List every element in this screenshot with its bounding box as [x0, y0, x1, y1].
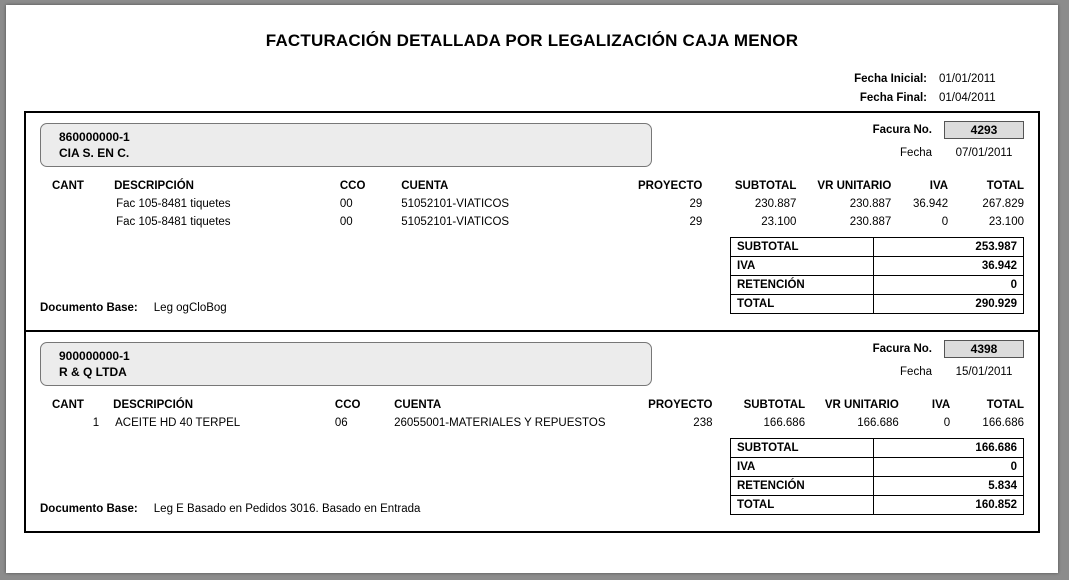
- col-descripcion: DESCRIPCIÓN: [114, 180, 194, 192]
- totals-value-retencion: 5.834: [874, 477, 1024, 496]
- col-total: TOTAL: [986, 399, 1024, 411]
- cell-cco: 06: [334, 417, 348, 429]
- totals-label-total: TOTAL: [731, 496, 874, 515]
- totals-row-iva: [731, 458, 1024, 477]
- factura-no-row: [694, 121, 1024, 139]
- table-row: [26, 414, 1038, 432]
- party-box: [40, 123, 652, 167]
- documento-base-label: Documento Base:: [40, 302, 138, 314]
- totals-row-total: [731, 295, 1024, 314]
- col-proyecto: PROYECTO: [648, 399, 713, 411]
- col-cco: CCO: [334, 399, 361, 411]
- totals-value-iva: 0: [874, 458, 1024, 477]
- table-header-row: [26, 396, 1038, 414]
- documento-base-value: Leg E Basado en Pedidos 3016. Basado en Entrada: [153, 503, 421, 515]
- col-total: TOTAL: [986, 180, 1024, 192]
- totals-label-iva: IVA: [731, 257, 874, 276]
- cell-cuenta: 51052101-VIATICOS: [401, 216, 510, 228]
- cell-proyecto: 238: [693, 417, 713, 429]
- cell-subtotal: 230.887: [754, 198, 797, 210]
- line-items-table: [26, 177, 1038, 231]
- totals-row-iva: [731, 257, 1024, 276]
- totals-row-retencion: [731, 477, 1024, 496]
- factura-no-value: 4398: [944, 340, 1024, 358]
- totals-table: [730, 438, 1024, 515]
- party-name: R & Q LTDA: [59, 365, 127, 379]
- factura-no-row: [694, 340, 1024, 358]
- totals-table: [730, 237, 1024, 314]
- col-iva: IVA: [931, 399, 951, 411]
- cell-vr-unitario: 230.887: [849, 198, 892, 210]
- totals-label-subtotal: SUBTOTAL: [731, 439, 874, 458]
- col-proyecto: PROYECTO: [637, 180, 703, 192]
- factura-no-value: 4293: [944, 121, 1024, 139]
- cell-subtotal: 166.686: [763, 417, 806, 429]
- fecha-final-value: 01/04/2011: [939, 92, 996, 104]
- document-page: [6, 5, 1058, 573]
- cell-cuenta: 51052101-VIATICOS: [401, 198, 510, 210]
- totals-value-total: 290.929: [874, 295, 1024, 314]
- invoice-body: [26, 396, 1038, 531]
- cell-descripcion: Fac 105-8481 tiquetes: [116, 198, 231, 210]
- fecha-inicial-label: Fecha Inicial:: [854, 73, 927, 85]
- cell-total: 166.686: [982, 417, 1024, 429]
- totals-label-retencion: RETENCIÓN: [731, 276, 874, 295]
- line-items-table: [26, 396, 1038, 432]
- party-nit: 900000000-1: [59, 349, 130, 363]
- invoice-body: [26, 177, 1038, 330]
- cell-descripcion: Fac 105-8481 tiquetes: [116, 216, 231, 228]
- table-header-row: [26, 177, 1038, 195]
- totals-label-subtotal: SUBTOTAL: [731, 238, 874, 257]
- totals-row-subtotal: [731, 238, 1024, 257]
- cell-proyecto: 29: [689, 198, 703, 210]
- cell-total: 267.829: [982, 198, 1024, 210]
- documento-base-value: Leg ogCloBog: [153, 302, 227, 314]
- col-vr-unitario: VR UNITARIO: [817, 180, 892, 192]
- fecha-inicial-value: 01/01/2011: [939, 73, 996, 85]
- cell-iva: 36.942: [912, 198, 949, 210]
- fecha-final-label: Fecha Final:: [859, 92, 927, 104]
- cell-subtotal: 23.100: [761, 216, 797, 228]
- cell-descripcion: ACEITE HD 40 TERPEL: [115, 417, 241, 429]
- documento-base-label: Documento Base:: [40, 503, 138, 515]
- fecha-value: 15/01/2011: [955, 366, 1013, 378]
- invoice-header: [26, 113, 1038, 175]
- col-cant: CANT: [52, 399, 84, 411]
- page-title: FACTURACIÓN DETALLADA POR LEGALIZACIÓN CAJA MENOR: [265, 31, 799, 50]
- col-iva: IVA: [929, 180, 949, 192]
- fecha-label: Fecha: [900, 147, 932, 159]
- totals-value-subtotal: 166.686: [874, 439, 1024, 458]
- party-nit: 860000000-1: [59, 130, 130, 144]
- cell-cant: [26, 195, 106, 213]
- fecha-label: Fecha: [900, 366, 932, 378]
- invoice-meta: [694, 121, 1024, 167]
- totals-value-subtotal: 253.987: [874, 238, 1024, 257]
- totals-value-total: 160.852: [874, 496, 1024, 515]
- col-subtotal: SUBTOTAL: [734, 180, 797, 192]
- fecha-row: [694, 366, 1024, 378]
- factura-no-label: Facura No.: [872, 124, 932, 136]
- totals-label-iva: IVA: [731, 458, 874, 477]
- cell-proyecto: 29: [689, 216, 703, 228]
- invoice-header: [26, 332, 1038, 394]
- col-cco: CCO: [339, 180, 366, 192]
- col-descripcion: DESCRIPCIÓN: [113, 399, 194, 411]
- cell-cant: [26, 213, 106, 231]
- cell-vr-unitario: 166.686: [857, 417, 899, 429]
- totals-label-total: TOTAL: [731, 295, 874, 314]
- fecha-inicial-row: [6, 73, 1011, 85]
- invoice-meta: [694, 340, 1024, 386]
- invoice-block: [26, 330, 1038, 531]
- cell-total: 23.100: [988, 216, 1024, 228]
- col-cuenta: CUENTA: [401, 180, 449, 192]
- fecha-row: [694, 147, 1024, 159]
- cell-cco: 00: [339, 198, 353, 210]
- totals-row-subtotal: [731, 439, 1024, 458]
- col-cant: CANT: [52, 180, 84, 192]
- fecha-value: 07/01/2011: [955, 147, 1013, 159]
- table-row: [26, 195, 1038, 213]
- cell-cant: 1: [92, 417, 100, 429]
- cell-iva: 0: [941, 216, 949, 228]
- cell-vr-unitario: 230.887: [849, 216, 892, 228]
- cell-cco: 00: [339, 216, 353, 228]
- totals-row-retencion: [731, 276, 1024, 295]
- totals-value-iva: 36.942: [874, 257, 1024, 276]
- fecha-final-row: [6, 92, 1011, 104]
- col-cuenta: CUENTA: [394, 399, 442, 411]
- cell-iva: 0: [943, 417, 951, 429]
- party-box: [40, 342, 652, 386]
- totals-value-retencion: 0: [874, 276, 1024, 295]
- cell-cuenta: 26055001-MATERIALES Y REPUESTOS: [394, 417, 606, 429]
- factura-no-label: Facura No.: [872, 343, 932, 355]
- totals-row-total: [731, 496, 1024, 515]
- report-date-range: [6, 73, 1058, 104]
- col-vr-unitario: VR UNITARIO: [824, 399, 899, 411]
- col-subtotal: SUBTOTAL: [743, 399, 806, 411]
- invoices-container: [24, 111, 1040, 533]
- invoice-block: [26, 113, 1038, 330]
- table-row: [26, 213, 1038, 231]
- totals-label-retencion: RETENCIÓN: [731, 477, 874, 496]
- party-name: CIA S. EN C.: [59, 146, 130, 160]
